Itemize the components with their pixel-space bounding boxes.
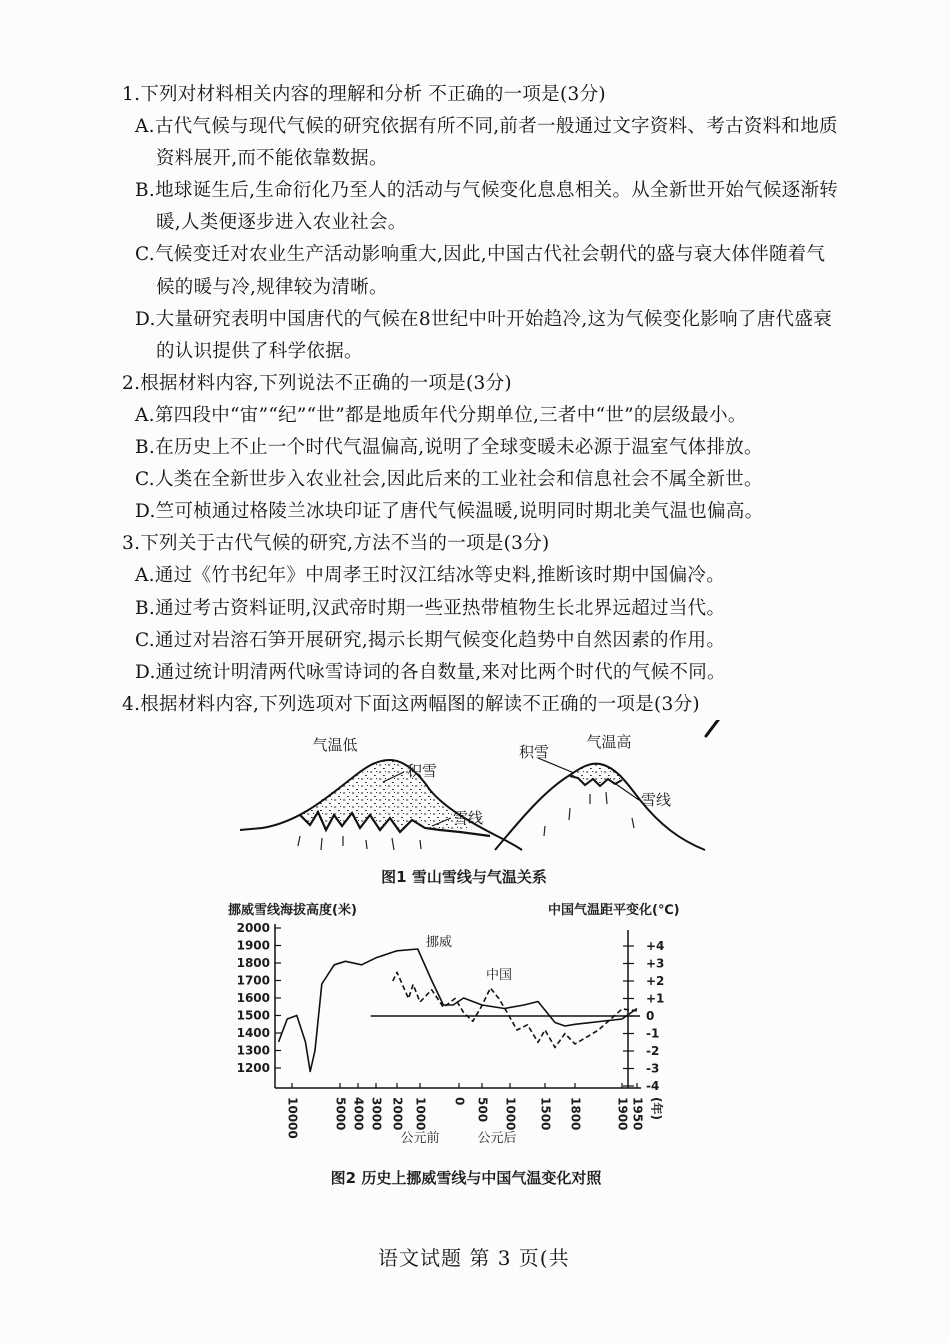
left-tick-label: 2000 xyxy=(236,921,270,935)
series-line-norway xyxy=(279,949,637,1072)
right-tick-label: +2 xyxy=(646,974,665,988)
x-axis-unit: (年) xyxy=(649,1097,664,1120)
question-3-option-a: A.通过《竹书纪年》中周孝王时汉江结冰等史料,推断该时期中国偏冷。 xyxy=(135,565,726,587)
left-tick-label: 1300 xyxy=(236,1043,270,1058)
x-tick-label: 10000 xyxy=(285,1097,300,1139)
right-axis-title: 中国气温距平变化(℃) xyxy=(548,903,680,918)
question-1-option-a: A.古代气候与现代气候的研究依据有所不同,前者一般通过文字资料、考古资料和地质 xyxy=(135,116,838,138)
right-tick-label: -3 xyxy=(646,1061,660,1076)
figure-1-left-mountain xyxy=(240,736,522,850)
slope-hatching xyxy=(298,836,421,850)
x-tick-label: 3000 xyxy=(369,1097,384,1131)
figure-1-caption: 图1 雪山雪线与气温关系 xyxy=(381,868,547,886)
temperature-high-label: 气温高 xyxy=(586,733,632,751)
figure-2-chart xyxy=(228,902,680,1146)
x-tick-label: 1900 xyxy=(615,1097,630,1131)
x-tick-label: 2000 xyxy=(390,1097,405,1131)
pen-mark xyxy=(706,720,725,736)
x-tick-label: 1500 xyxy=(538,1097,553,1131)
question-2-option-d: D.竺可桢通过格陵兰冰块印证了唐代气候温暖,说明同时期北美气温也偏高。 xyxy=(135,501,764,523)
right-tick-label: -4 xyxy=(646,1079,660,1093)
era-label-ce: 公元后 xyxy=(477,1131,517,1146)
question-2-stem: 2.根据材料内容,下列说法不正确的一项是(3分) xyxy=(122,372,512,394)
right-tick-label: -1 xyxy=(646,1026,660,1041)
era-label-bce: 公元前 xyxy=(400,1131,440,1146)
question-3-option-d: D.通过统计明清两代咏雪诗词的各自数量,来对比两个时代的气候不同。 xyxy=(135,661,726,683)
left-tick-label: 1800 xyxy=(236,956,270,970)
temperature-low-label: 气温低 xyxy=(312,736,358,754)
question-2-option-b: B.在历史上不止一个时代气温偏高,说明了全球变暖未必源于温室气体排放。 xyxy=(135,437,763,459)
series-label-china: 中国 xyxy=(486,968,513,983)
left-axis-title: 挪威雪线海拔高度(米) xyxy=(228,903,357,918)
x-tick-label: 1000 xyxy=(503,1097,518,1131)
right-tick-label: 0 xyxy=(646,1009,655,1023)
question-block xyxy=(0,79,950,721)
question-4-stem: 4.根据材料内容,下列选项对下面这两幅图的解读不正确的一项是(3分) xyxy=(122,693,700,715)
question-1-option-d-cont: 的认识提供了科学依据。 xyxy=(156,340,363,362)
x-tick-label: 1800 xyxy=(568,1097,583,1131)
series-label-norway: 挪威 xyxy=(426,935,453,950)
page-footer: 语文试题 第 3 页(共 xyxy=(378,1246,570,1270)
question-1-option-d: D.大量研究表明中国唐代的气候在8世纪中叶开始趋冷,这为气候变化影响了唐代盛衰 xyxy=(135,308,832,330)
figures xyxy=(0,720,950,1200)
x-tick-label: 1000 xyxy=(413,1097,428,1131)
right-tick-label: +1 xyxy=(646,991,665,1006)
question-1-option-a-cont: 资料展开,而不能依靠数据。 xyxy=(156,148,388,170)
x-tick-label: 1950 xyxy=(630,1097,645,1131)
right-tick-label: +4 xyxy=(646,939,665,953)
question-3-option-b: B.通过考古资料证明,汉武帝时期一些亚热带植物生长北界远超过当代。 xyxy=(135,597,726,619)
left-tick-label: 1700 xyxy=(236,973,270,988)
x-tick-label: 5000 xyxy=(333,1097,348,1131)
left-tick-label: 1600 xyxy=(236,991,270,1005)
snow-label: 积雪 xyxy=(519,743,550,761)
left-tick-label: 1200 xyxy=(236,1061,270,1075)
question-1-stem: 1.下列对材料相关内容的理解和分析 不正确的一项是(3分) xyxy=(122,84,606,105)
x-tick-label: 0 xyxy=(452,1097,467,1106)
question-1-option-b-cont: 暖,人类便逐步进入农业社会。 xyxy=(156,212,407,234)
question-1-option-b: B.地球诞生后,生命衍化乃至人的活动与气候变化息息相关。从全新世开始气候逐渐转 xyxy=(135,180,839,202)
question-2-option-c: C.人类在全新世步入农业社会,因此后来的工业社会和信息社会不属全新世。 xyxy=(135,469,763,491)
figure-1-right-mountain xyxy=(495,733,705,850)
left-tick-label: 1500 xyxy=(236,1008,270,1023)
snow-arrow xyxy=(538,758,574,773)
snow-label: 积雪 xyxy=(407,762,438,780)
slope-hatching xyxy=(544,792,634,836)
snowline-arrow xyxy=(613,782,639,800)
right-tick-label: -2 xyxy=(646,1044,660,1058)
question-2-option-a: A.第四段中“宙”“纪”“世”都是地质年代分期单位,三者中“世”的层级最小。 xyxy=(135,404,747,426)
snowline-label: 雪线 xyxy=(453,809,484,827)
x-tick-label: 500 xyxy=(475,1097,490,1123)
right-tick-label: +3 xyxy=(646,956,665,971)
left-tick-label: 1400 xyxy=(236,1026,270,1040)
figure-2-caption: 图2 历史上挪威雪线与中国气温变化对照 xyxy=(330,1169,602,1187)
snowline-label: 雪线 xyxy=(641,791,672,809)
series-line-china xyxy=(393,972,637,1047)
question-1-option-c-cont: 候的暖与冷,规律较为清晰。 xyxy=(156,276,388,298)
question-1-option-c: C.气候变迁对农业生产活动影响重大,因此,中国古代社会朝代的盛与衰大体伴随着气 xyxy=(135,244,826,266)
question-3-stem: 3.下列关于古代气候的研究,方法不当的一项是(3分) xyxy=(122,533,550,555)
question-3-option-c: C.通过对岩溶石笋开展研究,揭示长期气候变化趋势中自然因素的作用。 xyxy=(135,629,726,651)
x-tick-label: 4000 xyxy=(351,1097,366,1131)
left-tick-label: 1900 xyxy=(236,938,270,953)
